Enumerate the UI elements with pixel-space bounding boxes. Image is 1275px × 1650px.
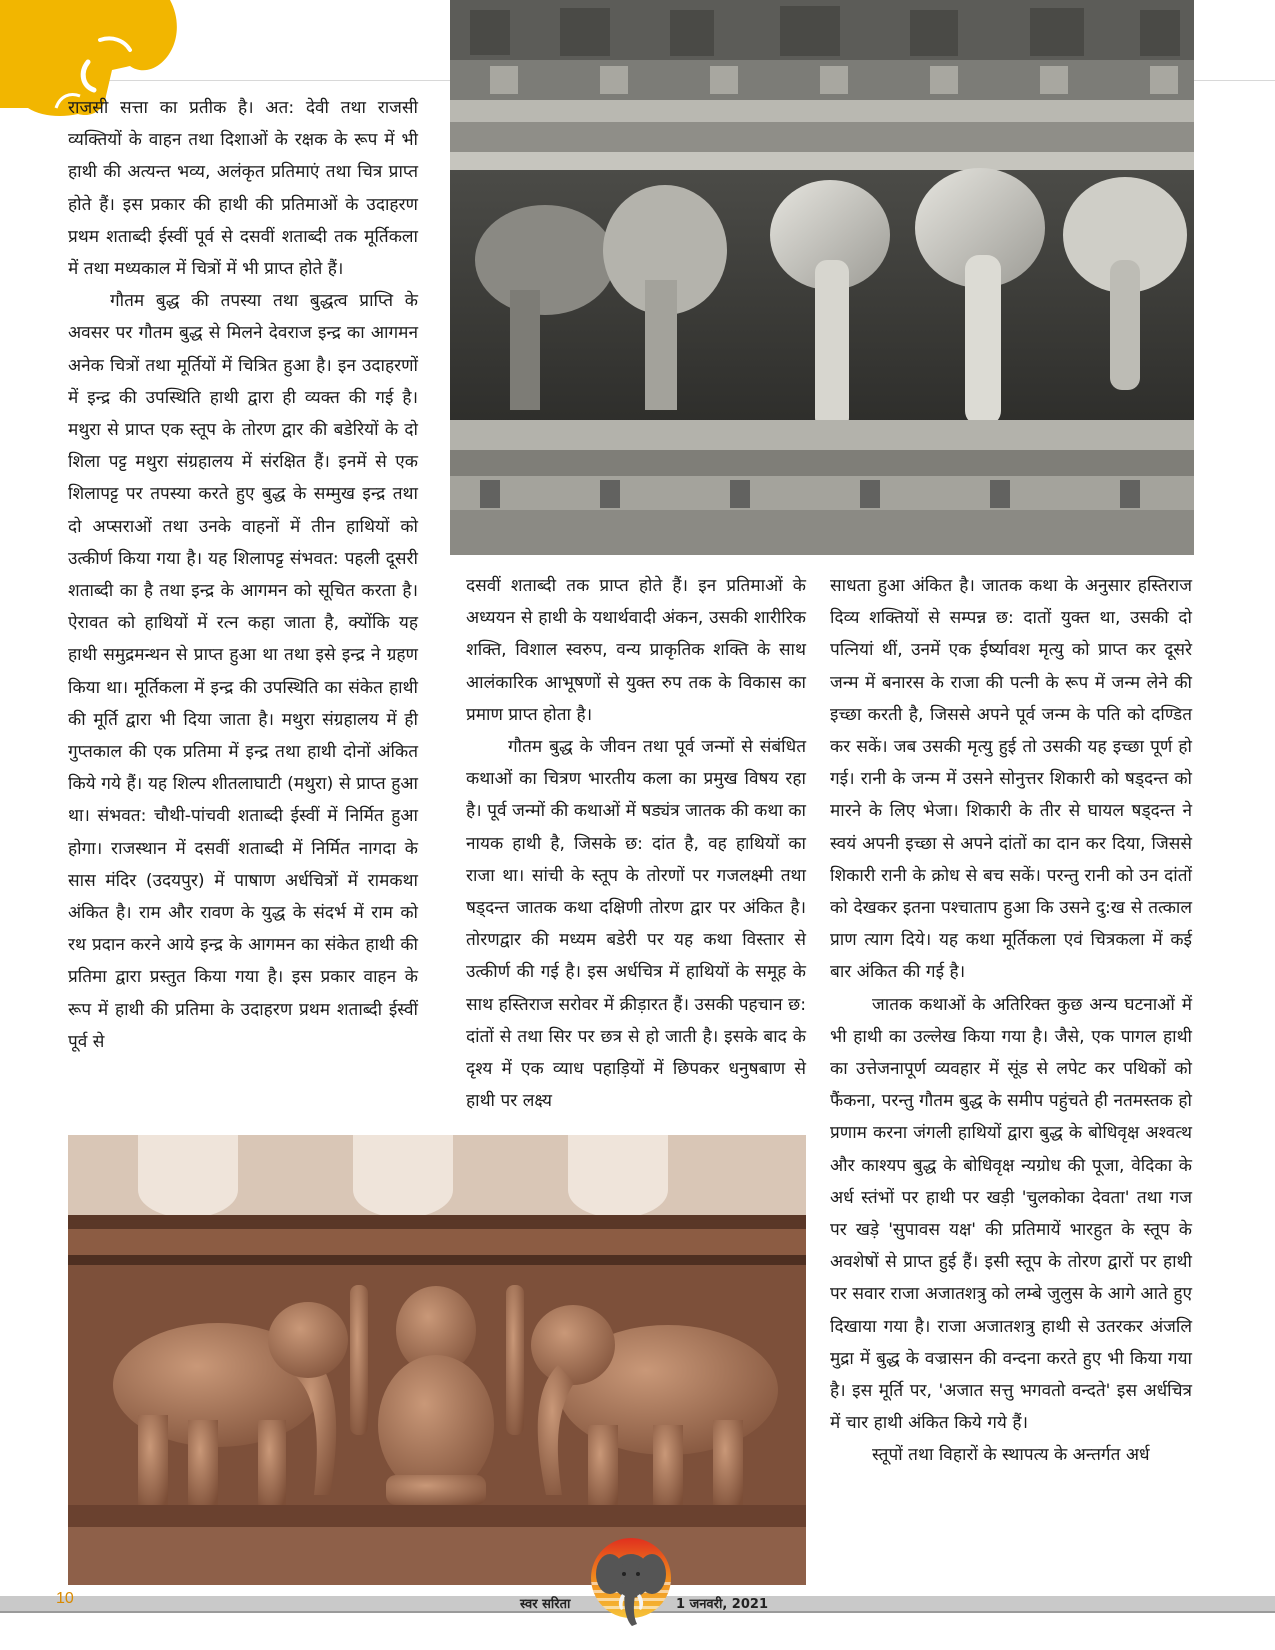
temple-elephants-photo <box>450 0 1194 555</box>
magazine-name: स्वर सरिता <box>520 1597 571 1612</box>
paragraph: जातक कथाओं के अतिरिक्त कुछ अन्य घटनाओं में भी हाथी का उल्लेख किया गया है। जैसे, एक पागल हाथी का उत्तेजनापूर्ण व्यवहार में सूंड से लपेट कर पथिकों को फैंकना, परन्तु गौतम बुद्ध के समीप पहुंचते ही नतमस्तक हो प्रणाम करना जंगली हाथियों द्वारा बुद्ध के बोधिवृक्ष अश्वत्थ और काश्यप बुद्ध के बोधिवृक्ष न्यग्रोध की पूजा, वेदिका के अर्ध स्तंभों पर हाथी पर खड़ी 'चुलकोका देवता' तथा गज पर खड़े 'सुपावस यक्ष' की प्रतिमायें भारहुत के स्तूप के अवशेषों से प्राप्त हुई हैं। इसी स्तूप के तोरण द्वारों पर हाथी पर सवार राजा अजातशत्रु को लम्बे जुलुस के आगे आते हुए दिखाया गया है। राजा अजातशत्रु हाथी से उतरकर अंजलि मुद्रा में बुद्ध के वज्रासन की वन्दना करते हुए भी किया गया है। इस मूर्ति पर, 'अजात सत्तु भगवतो वन्दते' इस अर्धचित्र में चार हाथी अंकित किये गये हैं। <box>830 994 1192 1434</box>
stone-frieze-illustration <box>68 1135 806 1585</box>
paragraph: गौतम बुद्ध के जीवन तथा पूर्व जन्मों से संबंधित कथाओं का चित्रण भारतीय कला का प्रमुख विषय रहा है। पूर्व जन्मों की कथाओं में षड्यंत्र जातक की कथा का नायक हाथी है, जिसके छ: दांत है, वह हाथियों का राजा था। सांची के स्तूप के तोरणों पर गजलक्ष्मी तथा षड्दन्त जातक कथा दक्षिणी तोरण द्वार पर अंकित है। तोरणद्वार की मध्यम बडेरी पर यह कथा विस्तार से उत्कीर्ण की गई है। इस अर्धचित्र में हाथियों के समूह के साथ हस्तिराज सरोवर में क्रीड़ारत हैं। उसकी पहचान छ: दांतों से तथा सिर पर छत्र से हो जाती है। इसके बाद के दृश्य में एक व्याध पहाड़ियों में छिपकर धनुषबाण से हाथी पर लक्ष्य <box>466 737 806 1112</box>
paragraph: स्तूपों तथा विहारों के स्थापत्य के अन्तर्गत अर्ध <box>872 1445 1150 1466</box>
text-column-3 <box>830 570 1192 1472</box>
elephant-sunset-emblem-icon <box>588 1530 674 1630</box>
stone-frieze-photo <box>68 1135 806 1585</box>
issue-date: 1 जनवरी, 2021 <box>676 1597 768 1612</box>
page-number: 10 <box>56 1590 74 1607</box>
text-column-1 <box>68 92 418 1058</box>
temple-elephants-illustration <box>450 0 1194 555</box>
paragraph: राजसी सत्ता का प्रतीक है। अत: देवी तथा राजसी व्यक्तियों के वाहन तथा दिशाओं के रक्षक के रूप में भी हाथी की अत्यन्त भव्य, अलंकृत प्रतिमाएं तथा चित्र प्राप्त होते हैं। इस प्रकार की हाथी की प्रतिमाओं के उदाहरण प्रथम शताब्दी ईस्वीं पूर्व से दसवीं शताब्दी तक मूर्तिकला में तथा मध्यकाल में चित्रों में भी प्राप्त होते हैं। <box>68 98 418 280</box>
paragraph: गौतम बुद्ध की तपस्या तथा बुद्धत्व प्राप्ति के अवसर पर गौतम बुद्ध से मिलने देवराज इन्द्र का आगमन अनेक चित्रों तथा मूर्तियों में चित्रित हुआ है। इन उदाहरणों में इन्द्र की उपस्थिति हाथी द्वारा ही व्यक्त की गई है। मथुरा से प्राप्त एक स्तूप के तोरण द्वार की बडेरियों के दो शिला पट्ट मथुरा संग्रहालय में संरक्षित हैं। इनमें से एक शिलापट्ट पर तपस्या करते हुए बुद्ध के सम्मुख इन्द्र तथा दो अप्सराओं तथा उनके वाहनों में तीन हाथियों को उत्कीर्ण किया गया है। यह शिलापट्ट संभवत: पहली दूसरी शताब्दी का है तथा इन्द्र के आगमन को सूचित करता है। ऐरावत को हाथियों में रत्न कहा जाता है, क्योंकि यह हाथी समुद्रमन्थन से प्राप्त हुआ था तथा इसे इन्द्र ने ग्रहण किया था। मूर्तिकला में इन्द्र की उपस्थिति का संकेत हाथी की मूर्ति द्वारा भी दिया जाता है। मथुरा संग्रहालय में ही गुप्तकाल की एक प्रतिमा में इन्द्र तथा हाथी दोनों अंकित किये गये हैं। यह शिल्प शीतलाघाटी (मथुरा) से प्राप्त हुआ था। संभवत: चौथी-पांचवी शताब्दी ईस्वीं में निर्मित हुआ होगा। राजस्थान में दसवीं शताब्दी में निर्मित नागदा के सास मंदिर (उदयपुर) में पाषाण अर्धचित्रों में रामकथा अंकित है। राम और रावण के युद्ध के संदर्भ में राम को रथ प्रदान करने आये इन्द्र के आगमन का संकेत हाथी की प्रतिमा द्वारा प्रस्तुत किया गया है। इस प्रकार वाहन के रूप में हाथी की प्रतिमा के उदाहरण प्रथम शताब्दी ईस्वीं पूर्व से <box>68 291 418 1052</box>
paragraph: दसवीं शताब्दी तक प्राप्त होते हैं। इन प्रतिमाओं के अध्ययन से हाथी के यथार्थवादी अंकन, उसकी शारीरिक शक्ति, विशाल स्वरुप, वन्य प्राकृतिक शक्ति के साथ आलंकारिक आभूषणों से युक्त रुप तक के विकास का प्रमाण प्राप्त होता है। <box>466 576 806 725</box>
paragraph: साधता हुआ अंकित है। जातक कथा के अनुसार हस्तिराज दिव्य शक्तियों से सम्पन्न छ: दातों युक्त था, उसकी दो पत्नियां थीं, उनमें एक ईर्ष्यावश मृत्यु को प्राप्त कर दूसरे जन्म में बनारस के राजा की पत्नी के रूप में जन्म लेने की इच्छा करती है, जिससे अपने पूर्व जन्म के पति को दण्डित कर सकें। जब उसकी मृत्यु हुई तो उसकी यह इच्छा पूर्ण हो गई। रानी के जन्म में उसने सोनुत्तर शिकारी को षड्दन्त को मारने के लिए भेजा। शिकारी के तीर से घायल षड्दन्त ने स्वयं अपनी इच्छा से अपने दांतों का दान कर दिया, जिससे शिकारी रानी के क्रोध से बच सकें। परन्तु रानी को उन दांतों को देखकर इतना पश्चाताप हुआ कि उसने दु:ख से तत्काल प्राण त्याग दिये। यह कथा मूर्तिकला एवं चित्रकला में कई बार अंकित की गई है। <box>830 576 1192 983</box>
text-column-2 <box>466 570 806 1117</box>
